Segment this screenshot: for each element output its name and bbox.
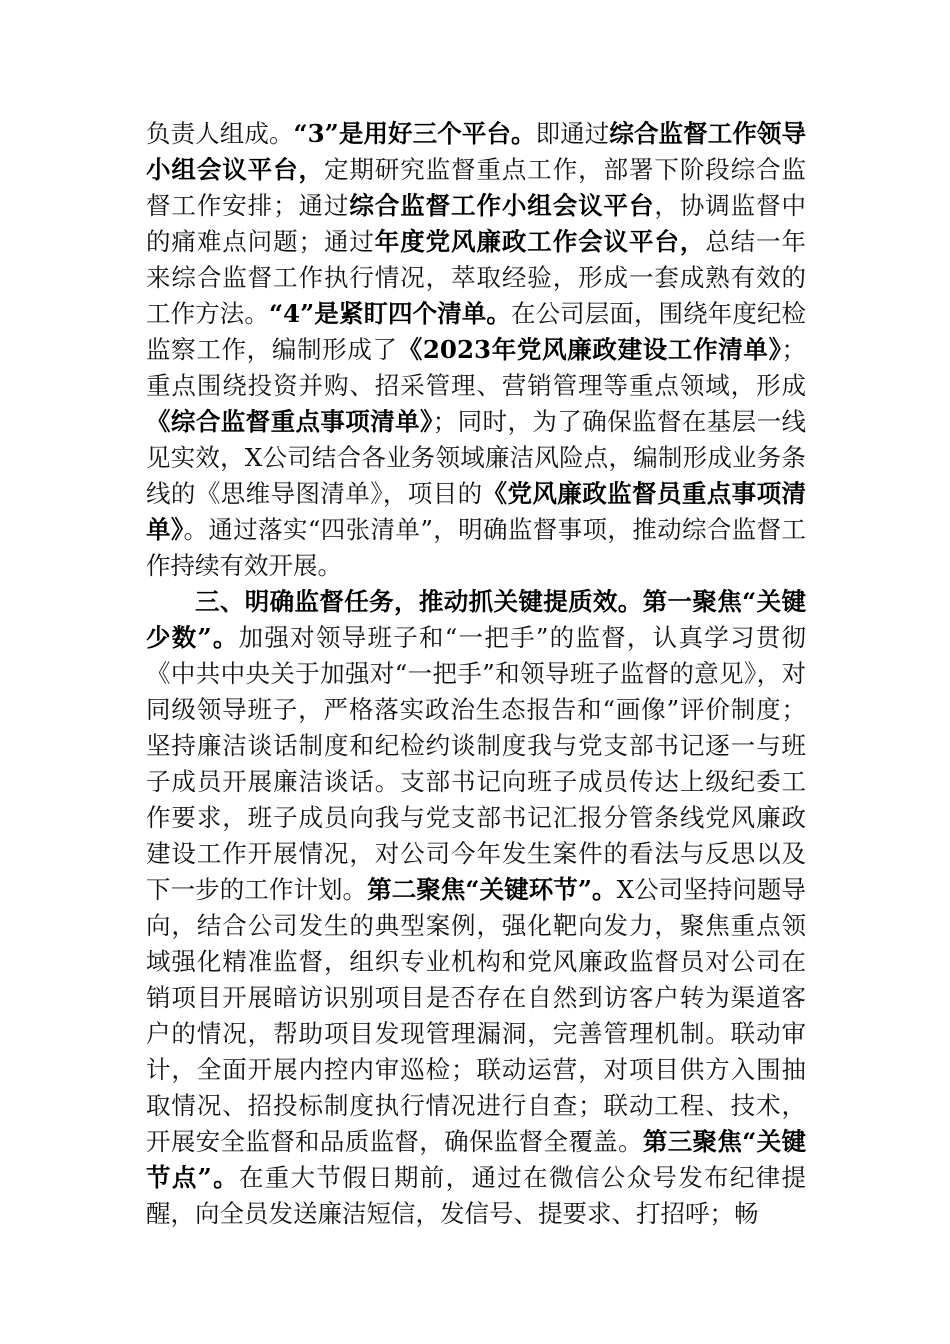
paragraph-section-three [146, 584, 806, 1232]
text-span: ；同时，为了确保监督在基层一线见实效，X公司结合各业务领域廉洁风险点，编制形成业务条线的《思维导图清单》，项目的 [146, 407, 807, 508]
bold-focus-two: 第二聚焦“关键环节”。 [367, 875, 617, 904]
text-span: 加强对领导班子和“一把手”的监督，认真学习贯彻《中共中央关于加强对“一把手”和领导班子监督的意见》，对同级领导班子，严格落实政治生态报告和“画像”评价制度；坚持廉洁谈话制度和纪检约谈制度我与党支部书记逐一与班子成员开展廉洁谈话。支部书记向班子成员传达上级纪委工作要求，班子成员向我与党支部书记汇报分管条线党风廉政建设工作开展情况，对公司今年发生案件的看法与反思以及下一步的工作计划。 [146, 623, 806, 904]
document-body [146, 116, 806, 1232]
bold-heading-four-lists: “4”是紧盯四个清单。 [268, 299, 511, 328]
text-span: 定期研究监督重点工作，部署下阶段综合监督工作安排；通过 [146, 155, 807, 220]
bold-focus-three: 第三聚焦“关键节点”。 [146, 1127, 807, 1192]
text-span: ；重点围绕投资并购、招采管理、营销管理等重点领域，形成 [146, 335, 807, 400]
text-span: 。通过落实“四张清单”，明确监督事项，推动综合监督工作持续有效开展。 [146, 515, 806, 580]
section-three-heading: 三、明确监督任务，推动抓关键提质效。第一聚焦“关键少数”。 [146, 587, 806, 652]
paragraph-platforms-and-lists [146, 116, 806, 584]
text-span: ，协调监督中的痛难点问题；通过 [146, 191, 807, 256]
bold-annual-meeting-platform: 年度党风廉政工作会议平台， [374, 227, 706, 256]
text-span: 在公司层面，围绕年度纪检监察工作，编制形成了 [146, 299, 806, 364]
text-span: 总结一年来综合监督工作执行情况，萃取经验，形成一套成熟有效的工作方法。 [146, 227, 807, 328]
text-span: 即通过 [535, 119, 610, 148]
text-span: X公司坚持问题导向，结合公司发生的典型案例，强化靶向发力，聚焦重点领域强化精准监督，组织专业机构和党风廉政监督员对公司在销项目开展暗访识别项目是否存在自然到访客户转为渠道客户的情况，帮助项目发现管理漏洞，完善管理机制。联动审计，全面开展内控内审巡检；联动运营，对项目供方入围抽取情况、招投标制度执行情况进行自查；联动工程、技术，开展安全监督和品质监督，确保监督全覆盖。 [146, 875, 807, 1156]
text-span: 负责人组成。 [146, 119, 294, 148]
bold-heading-three-platforms: “3”是用好三个平台。 [293, 119, 536, 148]
bold-list-supervisor: 《党风廉政监督员重点事项清单》 [146, 479, 807, 544]
bold-list-2023: 《2023年党风廉政建设工作清单》 [397, 335, 782, 364]
text-span: 在重大节假日期前，通过在微信公众号发布纪律提醒，向全员发送廉洁短信，发信号、提要求、打招呼；畅 [146, 1163, 806, 1228]
bold-group-meeting-platform: 综合监督工作小组会议平台 [349, 191, 655, 220]
bold-list-key-matters: 《综合监督重点事项清单》 [146, 407, 433, 436]
bold-leadership-meeting-platform: 综合监督工作领导小组会议平台， [146, 119, 807, 184]
